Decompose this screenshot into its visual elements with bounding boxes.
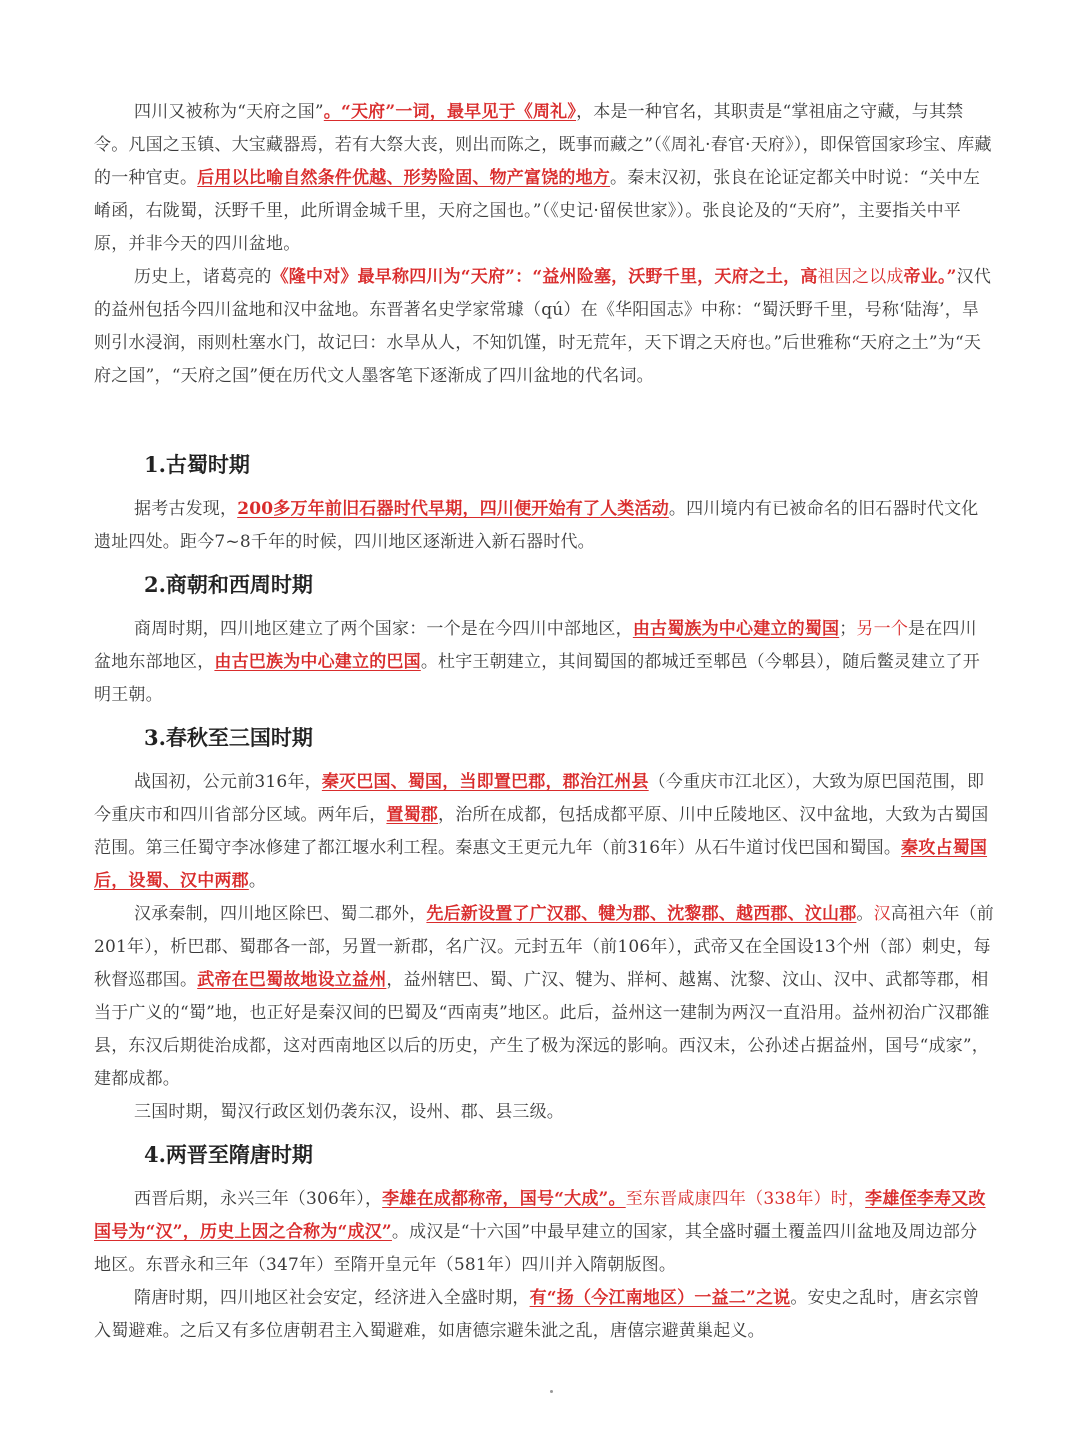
text-run: 。成汉是“十六国”中最早建立的国家，其全盛时疆土覆盖四川盆地及周边部分地区。东晋永和三年（347年）至隋开皇元年（581年）四川并入隋朝版图。 bbox=[94, 1222, 978, 1275]
text-run: 高祖六年（前201年），析巴郡、蜀郡各一部，另置一新郡，名广汉。元封五年（前106年），武帝又在全国设13个州（部）刺史，每秋督巡郡国。 bbox=[94, 904, 995, 990]
highlighted-text: 汉 bbox=[873, 904, 891, 924]
highlighted-text: 置蜀郡 bbox=[386, 805, 439, 825]
highlighted-text: 至东晋咸康四年（338年）时， bbox=[625, 1189, 866, 1209]
text-run: 三国时期，蜀汉行政区划仍袭东汉，设州、郡、县三级。 bbox=[134, 1102, 564, 1122]
highlighted-text: 秦攻占蜀国后，设蜀、汉中两郡 bbox=[94, 838, 988, 891]
highlighted-text: 另一个 bbox=[856, 619, 909, 639]
section-paragraph bbox=[94, 1183, 994, 1282]
highlighted-text: 200多万年前旧石器时代早期，四川便开始有了人类活动 bbox=[237, 499, 669, 519]
text-run: 。秦末汉初，张良在论证定都关中时说：“关中左崤函，右陇蜀，沃野千里，此所谓金城千里，天府之国也。”（《史记·留侯世家》）。张良论及的“天府”，主要指关中平原，并非今天的四川盆地。 bbox=[94, 168, 981, 254]
highlighted-text: 武帝在巴蜀故地设立益州 bbox=[197, 970, 387, 990]
text-run: 战国初，公元前316年， bbox=[134, 772, 322, 792]
highlighted-text: 李雄侄李寿又改国号为“汉”，历史上因之合称为“成汉” bbox=[94, 1189, 986, 1242]
highlighted-text: 。“天府”一词，最早见于《周礼》 bbox=[323, 102, 577, 122]
text-run: 西晋后期，永兴三年（306年）， bbox=[134, 1189, 383, 1209]
text-run: 。 bbox=[856, 904, 874, 924]
text-run: ，益州辖巴、蜀、广汉、犍为、牂柯、越嶲、沈黎、汶山、汉中、武都等郡，相当于广义的“蜀”地，也正好是秦汉间的巴蜀及“西南夷”地区。此后，益州这一建制为两汉一直沿用。益州初治广汉郡雒县，东汉后期徙治成都，这对西南地区以后的历史，产生了极为深远的影响。西汉末，公孙述占据益州，国号“成家”，建都成都。 bbox=[94, 970, 990, 1089]
text-run: 。安史之乱时，唐玄宗曾入蜀避难。之后又有多位唐朝君主入蜀避难，如唐德宗避朱泚之乱，唐僖宗避黄巢起义。 bbox=[94, 1288, 980, 1341]
highlighted-text: 《隆中对》最早称四川为“天府”：“益州险塞，沃野千里，天府之土，高 bbox=[271, 267, 818, 287]
highlighted-text: 祖因之以成 bbox=[817, 267, 904, 287]
highlighted-text: 后用以比喻自然条件优越、形势险固、物产富饶的地方 bbox=[197, 168, 611, 188]
intro-section bbox=[94, 96, 994, 393]
highlighted-text: 有“扬（今江南地区）一益二”之说 bbox=[529, 1288, 791, 1308]
text-run: 隋唐时期，四川地区社会安定，经济进入全盛时期， bbox=[134, 1288, 530, 1308]
section bbox=[94, 565, 994, 712]
text-run: ，治所在成都，包括成都平原、川中丘陵地区、汉中盆地，大致为古蜀国范围。第三任蜀守李冰修建了都江堰水利工程。秦惠文王更元九年（前316年）从石牛道讨伐巴国和蜀国。 bbox=[94, 805, 989, 858]
sections-container bbox=[94, 445, 994, 1348]
text-run: 据考古发现， bbox=[134, 499, 238, 519]
text-run: ，本是一种官名，其职责是“掌祖庙之守藏，与其禁令。凡国之玉镇、大宝藏器焉，若有大祭大丧，则出而陈之，既事而藏之”（《周礼·春官·天府》），即保管国家珍宝、库藏的一种官吏。 bbox=[94, 102, 992, 188]
highlighted-text: 先后新设置了广汉郡、犍为郡、沈黎郡、越西郡、汶山郡 bbox=[426, 904, 857, 924]
text-run: ； bbox=[839, 619, 857, 639]
text-run: 。四川境内有已被命名的旧石器时代文化遗址四处。距今7~8千年的时候，四川地区逐渐进入新石器时代。 bbox=[94, 499, 979, 552]
text-run: 是在四川盆地东部地区， bbox=[94, 619, 977, 672]
highlighted-text: 由古蜀族为中心建立的蜀国 bbox=[632, 619, 840, 639]
section-paragraph bbox=[94, 766, 994, 898]
highlighted-text: 帝业。” bbox=[903, 267, 957, 287]
text-run: 汉代的益州包括今四川盆地和汉中盆地。东晋著名史学家常璩（qú）在《华阳国志》中称：“蜀沃野千里，号称‘陆海’，旱则引水浸润，雨则杜塞水门，故记曰：水旱从人，不知饥馑，时无荒年，天下谓之天府也。”后世雅称“天府之土”为“天府之国”，“天府之国”便在历代文人墨客笔下逐渐成了四川盆地的代名词。 bbox=[94, 267, 992, 386]
intro-paragraph-2 bbox=[94, 261, 994, 393]
section-paragraph bbox=[94, 613, 994, 712]
section-heading: 4.两晋至隋唐时期 bbox=[144, 1142, 313, 1167]
text-run: （今重庆市江北区），大致为原巴国范围，即今重庆市和四川省部分区域。两年后， bbox=[94, 772, 985, 825]
intro-paragraph-1 bbox=[94, 96, 994, 261]
section bbox=[94, 718, 994, 1129]
section-paragraph bbox=[94, 1096, 994, 1129]
section-heading: 1.古蜀时期 bbox=[144, 452, 250, 477]
section-paragraph bbox=[94, 1282, 994, 1348]
section-paragraph bbox=[94, 493, 994, 559]
section bbox=[94, 445, 994, 559]
section-heading: 3.春秋至三国时期 bbox=[144, 725, 313, 750]
page-dot bbox=[550, 1390, 553, 1393]
text-run: 。 bbox=[248, 871, 267, 891]
text-run: 商周时期，四川地区建立了两个国家：一个是在今四川中部地区， bbox=[134, 619, 633, 639]
section-paragraph bbox=[94, 898, 994, 1096]
section bbox=[94, 1135, 994, 1348]
section-heading: 2.商朝和西周时期 bbox=[144, 572, 313, 597]
text-run: 。杜宇王朝建立，其间蜀国的都城迁至郫邑（今郫县），随后鳖灵建立了开明王朝。 bbox=[94, 652, 980, 705]
highlighted-text: 秦灭巴国、蜀国，当即置巴郡，郡治江州县 bbox=[321, 772, 649, 792]
text-run: 汉承秦制，四川地区除巴、蜀二郡外， bbox=[134, 904, 427, 924]
text-run: 四川又被称为“天府之国” bbox=[134, 102, 324, 122]
document-page bbox=[94, 96, 994, 1348]
highlighted-text: 由古巴族为中心建立的巴国 bbox=[214, 652, 421, 672]
text-run: 历史上，诸葛亮的 bbox=[134, 267, 272, 287]
highlighted-text: 李雄在成都称帝，国号“大成”。 bbox=[382, 1189, 626, 1209]
